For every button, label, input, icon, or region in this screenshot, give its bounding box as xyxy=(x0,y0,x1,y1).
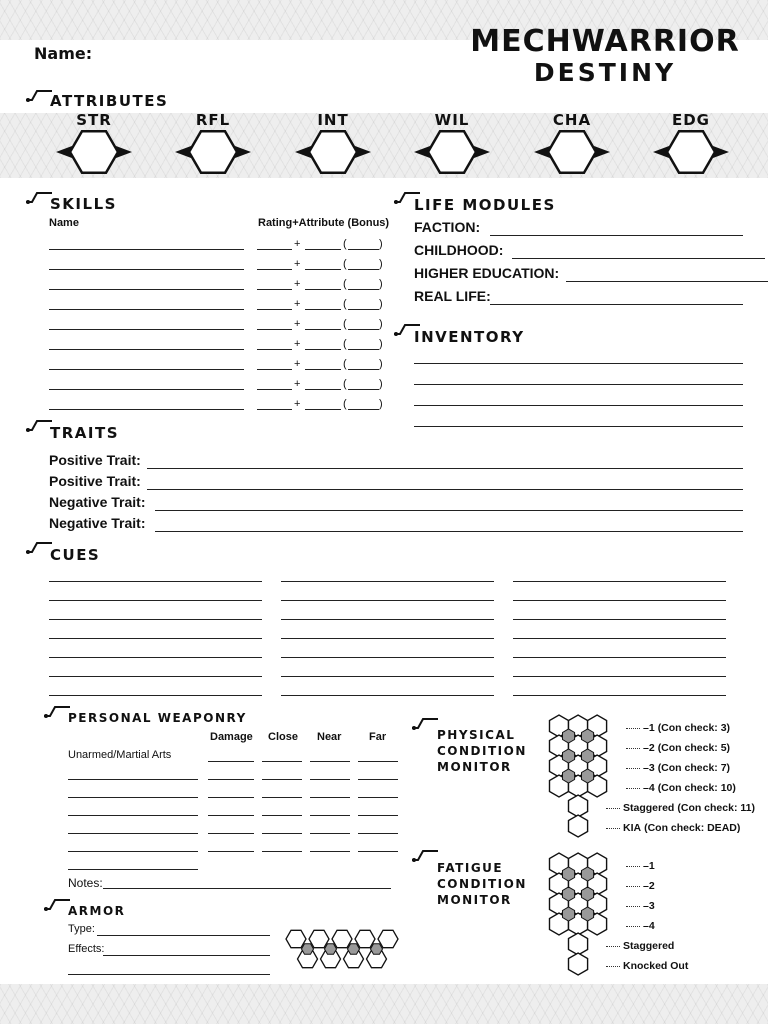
weapon-near-field[interactable] xyxy=(310,797,350,798)
skill-name-field[interactable] xyxy=(49,369,244,370)
name-field[interactable] xyxy=(100,60,420,61)
skill-bonus-field[interactable] xyxy=(348,309,379,310)
physical-level-label: –3 (Con check: 7) xyxy=(626,762,730,774)
weapon-name-field[interactable] xyxy=(68,797,198,798)
plus-sign: + xyxy=(294,398,301,410)
skill-attribute-field[interactable] xyxy=(305,389,341,390)
cue-line[interactable] xyxy=(49,676,262,677)
plus-sign: + xyxy=(294,258,301,270)
attribute-value-hex[interactable] xyxy=(548,131,596,173)
attribute-label: STR xyxy=(76,111,112,129)
cue-line[interactable] xyxy=(513,581,726,582)
plus-sign: + xyxy=(294,298,301,310)
armor-hex-box[interactable] xyxy=(332,930,352,947)
cue-line[interactable] xyxy=(281,619,494,620)
weapon-near-field[interactable] xyxy=(310,815,350,816)
plus-sign: + xyxy=(294,378,301,390)
life-module-field[interactable] xyxy=(512,258,765,259)
skill-bonus-field[interactable] xyxy=(348,269,379,270)
armor-extra-field[interactable] xyxy=(68,974,270,975)
attribute-label: EDG xyxy=(671,111,710,129)
open-paren: ( xyxy=(343,338,347,350)
col-far: Far xyxy=(369,731,387,743)
skill-attribute-field[interactable] xyxy=(305,409,341,410)
cue-line[interactable] xyxy=(281,676,494,677)
physical-level-label: –2 (Con check: 5) xyxy=(626,742,730,754)
condition-box[interactable] xyxy=(569,953,588,975)
attribute-hexes xyxy=(0,126,768,178)
trait-label: Positive Trait: xyxy=(49,473,141,489)
weapon-name-field[interactable] xyxy=(68,851,198,852)
close-paren: ) xyxy=(379,298,383,310)
attribute-value-hex[interactable] xyxy=(428,131,476,173)
skill-attribute-field[interactable] xyxy=(305,329,341,330)
traits-title: TRAITS xyxy=(50,424,120,442)
open-paren: ( xyxy=(343,278,347,290)
skill-name-field[interactable] xyxy=(49,349,244,350)
armor-type-label: Type: xyxy=(68,923,95,935)
bottom-texture xyxy=(0,984,768,1024)
skill-name-field[interactable] xyxy=(49,329,244,330)
skill-bonus-field[interactable] xyxy=(348,409,379,410)
cue-line[interactable] xyxy=(513,619,726,620)
section-bracket-icon xyxy=(410,716,440,734)
life-modules-title: LIFE MODULES xyxy=(414,196,556,214)
fatigue-level-label: –3 xyxy=(626,900,655,912)
close-paren: ) xyxy=(379,318,383,330)
attribute-label: CHA xyxy=(552,111,592,129)
fatigue-level-label: –4 xyxy=(626,920,655,932)
fatigue-level-label: –2 xyxy=(626,880,655,892)
skills-col-name: Name xyxy=(49,217,79,229)
skill-attribute-field[interactable] xyxy=(305,269,341,270)
cue-line[interactable] xyxy=(513,638,726,639)
close-paren: ) xyxy=(379,278,383,290)
trait-field[interactable] xyxy=(155,531,743,532)
condition-box[interactable] xyxy=(569,815,588,837)
skill-bonus-field[interactable] xyxy=(348,289,379,290)
life-module-field[interactable] xyxy=(490,304,743,305)
armor-title: ARMOR xyxy=(68,904,126,918)
skill-name-field[interactable] xyxy=(49,289,244,290)
attribute-value-hex[interactable] xyxy=(189,131,237,173)
weapon-damage-field[interactable] xyxy=(208,815,254,816)
open-paren: ( xyxy=(343,358,347,370)
cue-line[interactable] xyxy=(513,657,726,658)
skill-name-field[interactable] xyxy=(49,389,244,390)
col-damage: Damage xyxy=(210,731,253,743)
armor-effects-label: Effects: xyxy=(68,943,105,955)
skill-rating-field[interactable] xyxy=(257,389,292,390)
armor-hex-track xyxy=(284,928,404,972)
close-paren: ) xyxy=(379,378,383,390)
cue-line[interactable] xyxy=(281,581,494,582)
cue-line[interactable] xyxy=(281,657,494,658)
open-paren: ( xyxy=(343,238,347,250)
unarmed-label: Unarmed/Martial Arts xyxy=(68,749,172,761)
skill-attribute-field[interactable] xyxy=(305,249,341,250)
cue-line[interactable] xyxy=(49,600,262,601)
weapon-far-field[interactable] xyxy=(358,815,398,816)
cue-line[interactable] xyxy=(513,676,726,677)
trait-label: Positive Trait: xyxy=(49,452,141,468)
armor-hex-box[interactable] xyxy=(286,930,306,947)
weaponry-title: PERSONAL WEAPONRY xyxy=(68,711,247,725)
physical-level-label: KIA (Con check: DEAD) xyxy=(606,822,740,834)
fatigue-level-label: Staggered xyxy=(606,940,674,952)
skill-bonus-field[interactable] xyxy=(348,389,379,390)
weapon-damage-field[interactable] xyxy=(208,833,254,834)
weapon-name-field[interactable] xyxy=(68,869,198,870)
weapon-far-field[interactable] xyxy=(358,779,398,780)
plus-sign: + xyxy=(294,278,301,290)
attribute-label: WIL xyxy=(434,111,470,129)
cue-line[interactable] xyxy=(513,695,726,696)
weapon-damage-field[interactable] xyxy=(208,797,254,798)
skill-rating-field[interactable] xyxy=(257,309,292,310)
col-near: Near xyxy=(317,731,342,743)
physical-monitor-title: PHYSICAL CONDITION MONITOR xyxy=(437,728,527,774)
weapon-near-field[interactable] xyxy=(310,851,350,852)
skill-attribute-field[interactable] xyxy=(305,349,341,350)
weapon-close-field[interactable] xyxy=(262,761,302,762)
skill-rating-field[interactable] xyxy=(257,349,292,350)
weapon-name-field[interactable] xyxy=(68,779,198,780)
close-paren: ) xyxy=(379,258,383,270)
skill-bonus-field[interactable] xyxy=(348,369,379,370)
inventory-line[interactable] xyxy=(414,426,743,427)
weapon-close-field[interactable] xyxy=(262,797,302,798)
life-module-label: CHILDHOOD: xyxy=(414,242,504,258)
open-paren: ( xyxy=(343,398,347,410)
weapon-name-field[interactable] xyxy=(68,815,198,816)
weapon-damage-field[interactable] xyxy=(208,851,254,852)
attribute-value-hex[interactable] xyxy=(309,131,357,173)
inventory-line[interactable] xyxy=(414,405,743,406)
trait-field[interactable] xyxy=(147,468,743,469)
weapon-near-field[interactable] xyxy=(310,833,350,834)
col-close: Close xyxy=(268,731,298,743)
weapon-close-field[interactable] xyxy=(262,851,302,852)
skills-title: SKILLS xyxy=(50,195,117,213)
weapon-near-field[interactable] xyxy=(310,779,350,780)
section-bracket-icon xyxy=(410,848,440,866)
open-paren: ( xyxy=(343,378,347,390)
weapon-close-field[interactable] xyxy=(262,779,302,780)
cue-line[interactable] xyxy=(281,638,494,639)
weapon-damage-field[interactable] xyxy=(208,779,254,780)
skill-attribute-field[interactable] xyxy=(305,289,341,290)
skill-bonus-field[interactable] xyxy=(348,249,379,250)
life-module-field[interactable] xyxy=(490,235,743,236)
skill-rating-field[interactable] xyxy=(257,249,292,250)
skills-col-rating: Rating+Attribute (Bonus) xyxy=(258,217,390,229)
inventory-line[interactable] xyxy=(414,384,743,385)
skill-rating-field[interactable] xyxy=(257,369,292,370)
attribute-value-hex[interactable] xyxy=(667,131,715,173)
plus-sign: + xyxy=(294,358,301,370)
attribute-value-hex[interactable] xyxy=(70,131,118,173)
fatigue-level-label: –1 xyxy=(626,860,655,872)
life-module-label: FACTION: xyxy=(414,219,481,235)
close-paren: ) xyxy=(379,358,383,370)
name-label: Name: xyxy=(34,44,93,63)
plus-sign: + xyxy=(294,238,301,250)
trait-label: Negative Trait: xyxy=(49,494,146,510)
life-module-label: HIGHER EDUCATION: xyxy=(414,265,560,281)
skill-attribute-field[interactable] xyxy=(305,309,341,310)
plus-sign: + xyxy=(294,338,301,350)
armor-hex-box[interactable] xyxy=(355,930,375,947)
skill-name-field[interactable] xyxy=(49,309,244,310)
armor-hex-box[interactable] xyxy=(309,930,329,947)
physical-level-label: –1 (Con check: 3) xyxy=(626,722,730,734)
close-paren: ) xyxy=(379,398,383,410)
cue-line[interactable] xyxy=(49,619,262,620)
fatigue-monitor-title: FATIGUE CONDITION MONITOR xyxy=(437,861,527,907)
cue-line[interactable] xyxy=(49,638,262,639)
condition-box[interactable] xyxy=(569,795,588,817)
close-paren: ) xyxy=(379,238,383,250)
physical-level-label: –4 (Con check: 10) xyxy=(626,782,736,794)
open-paren: ( xyxy=(343,318,347,330)
fatigue-level-label: Knocked Out xyxy=(606,960,688,972)
skill-rating-field[interactable] xyxy=(257,289,292,290)
weapon-close-field[interactable] xyxy=(262,815,302,816)
weapon-far-field[interactable] xyxy=(358,833,398,834)
close-paren: ) xyxy=(379,338,383,350)
life-module-label: REAL LIFE: xyxy=(414,288,491,304)
cue-line[interactable] xyxy=(49,657,262,658)
trait-field[interactable] xyxy=(147,489,743,490)
open-paren: ( xyxy=(343,258,347,270)
cue-line[interactable] xyxy=(281,600,494,601)
open-paren: ( xyxy=(343,298,347,310)
weapon-far-field[interactable] xyxy=(358,797,398,798)
skill-bonus-field[interactable] xyxy=(348,329,379,330)
inventory-line[interactable] xyxy=(414,363,743,364)
armor-effects-field[interactable] xyxy=(103,955,270,956)
notes-label: Notes: xyxy=(68,876,103,890)
physical-level-label: Staggered (Con check: 11) xyxy=(606,802,755,814)
skill-name-field[interactable] xyxy=(49,269,244,270)
weapon-name-field[interactable] xyxy=(68,833,198,834)
cue-line[interactable] xyxy=(49,695,262,696)
cue-line[interactable] xyxy=(513,600,726,601)
condition-box[interactable] xyxy=(569,933,588,955)
notes-field[interactable] xyxy=(103,888,391,889)
skill-rating-field[interactable] xyxy=(257,269,292,270)
skill-attribute-field[interactable] xyxy=(305,369,341,370)
skill-bonus-field[interactable] xyxy=(348,349,379,350)
weapon-near-field[interactable] xyxy=(310,761,350,762)
cue-line[interactable] xyxy=(49,581,262,582)
weapon-damage-field[interactable] xyxy=(208,761,254,762)
armor-type-field[interactable] xyxy=(97,935,270,936)
logo-destiny: DESTINY xyxy=(533,58,677,87)
skill-rating-field[interactable] xyxy=(257,329,292,330)
armor-hex-box[interactable] xyxy=(378,930,398,947)
cues-title: CUES xyxy=(50,546,101,564)
weapon-far-field[interactable] xyxy=(358,761,398,762)
weapon-far-field[interactable] xyxy=(358,851,398,852)
attributes-title: ATTRIBUTES xyxy=(50,92,169,110)
skill-name-field[interactable] xyxy=(49,249,244,250)
skill-name-field[interactable] xyxy=(49,409,244,410)
weapon-close-field[interactable] xyxy=(262,833,302,834)
attribute-label: RFL xyxy=(195,111,231,129)
skill-rating-field[interactable] xyxy=(257,409,292,410)
logo-mechwarrior: MECHWARRIOR xyxy=(470,24,740,59)
trait-label: Negative Trait: xyxy=(49,515,146,531)
life-module-field[interactable] xyxy=(566,281,768,282)
inventory-title: INVENTORY xyxy=(414,328,525,346)
trait-field[interactable] xyxy=(155,510,743,511)
cue-line[interactable] xyxy=(281,695,494,696)
plus-sign: + xyxy=(294,318,301,330)
attribute-label: INT xyxy=(317,111,349,129)
